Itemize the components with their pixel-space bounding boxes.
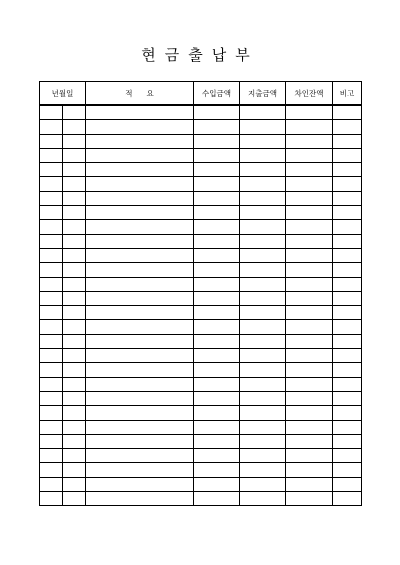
- cell-income: [194, 463, 240, 477]
- table-row: [40, 492, 362, 506]
- cell-day: [63, 177, 86, 191]
- cell-balance: [286, 263, 333, 277]
- cell-income: [194, 163, 240, 177]
- cell-day: [63, 306, 86, 320]
- cell-balance: [286, 477, 333, 491]
- cell-day: [63, 320, 86, 334]
- cell-expense: [240, 134, 286, 148]
- cell-day: [63, 277, 86, 291]
- cell-month: [40, 477, 63, 491]
- cell-description: [86, 334, 194, 348]
- cell-expense: [240, 349, 286, 363]
- cell-balance: [286, 191, 333, 205]
- cell-note: [333, 349, 362, 363]
- cell-expense: [240, 320, 286, 334]
- cell-balance: [286, 206, 333, 220]
- cell-month: [40, 306, 63, 320]
- cell-description: [86, 206, 194, 220]
- cell-description: [86, 277, 194, 291]
- cell-balance: [286, 277, 333, 291]
- cell-note: [333, 206, 362, 220]
- cell-expense: [240, 406, 286, 420]
- cell-description: [86, 234, 194, 248]
- cell-description: [86, 177, 194, 191]
- cell-income: [194, 492, 240, 506]
- table-row: [40, 191, 362, 205]
- cell-expense: [240, 105, 286, 120]
- cell-note: [333, 492, 362, 506]
- table-row: [40, 177, 362, 191]
- cell-month: [40, 391, 63, 405]
- cell-description: [86, 377, 194, 391]
- cell-income: [194, 134, 240, 148]
- cell-balance: [286, 177, 333, 191]
- cell-expense: [240, 291, 286, 305]
- cell-description: [86, 391, 194, 405]
- cell-month: [40, 492, 63, 506]
- table-row: [40, 334, 362, 348]
- cell-income: [194, 263, 240, 277]
- cell-balance: [286, 220, 333, 234]
- cell-income: [194, 248, 240, 262]
- cell-day: [63, 191, 86, 205]
- cell-day: [63, 291, 86, 305]
- cell-expense: [240, 177, 286, 191]
- cell-balance: [286, 334, 333, 348]
- cell-balance: [286, 248, 333, 262]
- table-row: [40, 206, 362, 220]
- table-row: [40, 291, 362, 305]
- cell-day: [63, 206, 86, 220]
- cell-income: [194, 477, 240, 491]
- cell-note: [333, 463, 362, 477]
- cell-income: [194, 434, 240, 448]
- table-row: [40, 163, 362, 177]
- cell-balance: [286, 291, 333, 305]
- cell-balance: [286, 234, 333, 248]
- cell-balance: [286, 320, 333, 334]
- ledger-body: [40, 105, 362, 506]
- cell-note: [333, 420, 362, 434]
- cell-balance: [286, 449, 333, 463]
- cell-description: [86, 363, 194, 377]
- cell-note: [333, 377, 362, 391]
- cell-month: [40, 177, 63, 191]
- cell-note: [333, 291, 362, 305]
- cell-note: [333, 277, 362, 291]
- cell-income: [194, 291, 240, 305]
- cell-balance: [286, 148, 333, 162]
- table-row: [40, 449, 362, 463]
- cell-month: [40, 248, 63, 262]
- cell-month: [40, 263, 63, 277]
- cell-month: [40, 163, 63, 177]
- cell-day: [63, 120, 86, 134]
- cell-expense: [240, 163, 286, 177]
- cell-note: [333, 334, 362, 348]
- cell-month: [40, 363, 63, 377]
- table-row: [40, 234, 362, 248]
- cell-day: [63, 477, 86, 491]
- cell-day: [63, 334, 86, 348]
- cell-balance: [286, 420, 333, 434]
- table-header-row: [40, 82, 362, 106]
- cell-month: [40, 291, 63, 305]
- cell-note: [333, 120, 362, 134]
- header-description: 적요: [86, 82, 194, 106]
- cell-income: [194, 420, 240, 434]
- cell-month: [40, 277, 63, 291]
- cell-note: [333, 434, 362, 448]
- cell-expense: [240, 477, 286, 491]
- cell-day: [63, 220, 86, 234]
- cell-expense: [240, 391, 286, 405]
- cell-note: [333, 477, 362, 491]
- cash-ledger-table: [39, 81, 362, 506]
- cell-month: [40, 334, 63, 348]
- cell-balance: [286, 105, 333, 120]
- cell-month: [40, 105, 63, 120]
- cell-month: [40, 377, 63, 391]
- cell-expense: [240, 206, 286, 220]
- cell-expense: [240, 263, 286, 277]
- cell-description: [86, 477, 194, 491]
- table-row: [40, 420, 362, 434]
- cell-expense: [240, 434, 286, 448]
- table-row: [40, 277, 362, 291]
- cell-balance: [286, 377, 333, 391]
- cell-day: [63, 134, 86, 148]
- cell-note: [333, 105, 362, 120]
- cell-description: [86, 263, 194, 277]
- cell-balance: [286, 120, 333, 134]
- cell-note: [333, 220, 362, 234]
- cell-income: [194, 220, 240, 234]
- cell-description: [86, 248, 194, 262]
- cell-day: [63, 377, 86, 391]
- table-row: [40, 406, 362, 420]
- table-row: [40, 134, 362, 148]
- cell-expense: [240, 306, 286, 320]
- cell-month: [40, 406, 63, 420]
- cell-balance: [286, 492, 333, 506]
- cell-expense: [240, 191, 286, 205]
- cell-income: [194, 449, 240, 463]
- cell-expense: [240, 463, 286, 477]
- cell-note: [333, 391, 362, 405]
- cell-month: [40, 234, 63, 248]
- cell-day: [63, 449, 86, 463]
- cell-expense: [240, 377, 286, 391]
- cell-month: [40, 463, 63, 477]
- page-title: 현금출납부: [141, 46, 259, 64]
- cell-description: [86, 220, 194, 234]
- cell-income: [194, 391, 240, 405]
- cell-month: [40, 120, 63, 134]
- cell-expense: [240, 420, 286, 434]
- cell-description: [86, 120, 194, 134]
- cell-month: [40, 434, 63, 448]
- cell-income: [194, 363, 240, 377]
- cell-balance: [286, 406, 333, 420]
- cell-description: [86, 163, 194, 177]
- cell-day: [63, 420, 86, 434]
- cell-expense: [240, 234, 286, 248]
- cell-note: [333, 163, 362, 177]
- cell-balance: [286, 463, 333, 477]
- cell-day: [63, 406, 86, 420]
- cell-expense: [240, 363, 286, 377]
- cell-income: [194, 234, 240, 248]
- cell-balance: [286, 434, 333, 448]
- cell-description: [86, 463, 194, 477]
- cell-day: [63, 263, 86, 277]
- cell-month: [40, 320, 63, 334]
- cell-description: [86, 191, 194, 205]
- cell-month: [40, 449, 63, 463]
- cell-income: [194, 191, 240, 205]
- cell-expense: [240, 220, 286, 234]
- cell-month: [40, 134, 63, 148]
- header-note: 비고: [333, 82, 362, 106]
- cell-description: [86, 420, 194, 434]
- cell-note: [333, 320, 362, 334]
- cell-month: [40, 148, 63, 162]
- table-row: [40, 220, 362, 234]
- cell-month: [40, 349, 63, 363]
- table-row: [40, 391, 362, 405]
- cell-expense: [240, 334, 286, 348]
- cell-balance: [286, 349, 333, 363]
- table-row: [40, 320, 362, 334]
- cell-balance: [286, 163, 333, 177]
- cell-description: [86, 134, 194, 148]
- cell-income: [194, 334, 240, 348]
- table-row: [40, 148, 362, 162]
- table-row: [40, 377, 362, 391]
- cell-day: [63, 363, 86, 377]
- table-row: [40, 263, 362, 277]
- cell-income: [194, 406, 240, 420]
- cell-description: [86, 406, 194, 420]
- cell-day: [63, 391, 86, 405]
- cell-note: [333, 363, 362, 377]
- cell-balance: [286, 391, 333, 405]
- cell-balance: [286, 306, 333, 320]
- cell-description: [86, 449, 194, 463]
- cell-month: [40, 206, 63, 220]
- cell-balance: [286, 134, 333, 148]
- cell-note: [333, 449, 362, 463]
- cell-income: [194, 206, 240, 220]
- cell-note: [333, 177, 362, 191]
- header-expense: 지출금액: [240, 82, 286, 106]
- header-balance: 차인잔액: [286, 82, 333, 106]
- cell-expense: [240, 492, 286, 506]
- cell-month: [40, 220, 63, 234]
- cell-day: [63, 248, 86, 262]
- cell-income: [194, 277, 240, 291]
- cell-income: [194, 349, 240, 363]
- cell-description: [86, 291, 194, 305]
- cell-day: [63, 463, 86, 477]
- cell-note: [333, 306, 362, 320]
- header-date: 년월일: [40, 82, 86, 106]
- header-income: 수입금액: [194, 82, 240, 106]
- cell-income: [194, 148, 240, 162]
- cell-income: [194, 320, 240, 334]
- cell-expense: [240, 277, 286, 291]
- cell-day: [63, 163, 86, 177]
- cell-note: [333, 191, 362, 205]
- cell-income: [194, 120, 240, 134]
- table-row: [40, 105, 362, 120]
- table-row: [40, 248, 362, 262]
- cell-note: [333, 234, 362, 248]
- cell-income: [194, 306, 240, 320]
- cell-note: [333, 263, 362, 277]
- cell-description: [86, 306, 194, 320]
- cell-income: [194, 105, 240, 120]
- cell-note: [333, 134, 362, 148]
- cell-day: [63, 234, 86, 248]
- table-row: [40, 463, 362, 477]
- cell-description: [86, 349, 194, 363]
- cell-expense: [240, 248, 286, 262]
- cell-day: [63, 105, 86, 120]
- cell-description: [86, 434, 194, 448]
- cell-income: [194, 377, 240, 391]
- cell-month: [40, 191, 63, 205]
- cell-month: [40, 420, 63, 434]
- cell-day: [63, 349, 86, 363]
- cell-expense: [240, 120, 286, 134]
- cell-description: [86, 320, 194, 334]
- table-row: [40, 477, 362, 491]
- cell-expense: [240, 148, 286, 162]
- cell-expense: [240, 449, 286, 463]
- table-row: [40, 306, 362, 320]
- cell-day: [63, 492, 86, 506]
- table-row: [40, 363, 362, 377]
- cell-day: [63, 148, 86, 162]
- table-row: [40, 434, 362, 448]
- cell-description: [86, 492, 194, 506]
- cell-balance: [286, 363, 333, 377]
- cell-day: [63, 434, 86, 448]
- cell-note: [333, 148, 362, 162]
- table-row: [40, 120, 362, 134]
- cell-description: [86, 105, 194, 120]
- cell-note: [333, 406, 362, 420]
- cell-note: [333, 248, 362, 262]
- cell-income: [194, 177, 240, 191]
- table-row: [40, 349, 362, 363]
- cell-description: [86, 148, 194, 162]
